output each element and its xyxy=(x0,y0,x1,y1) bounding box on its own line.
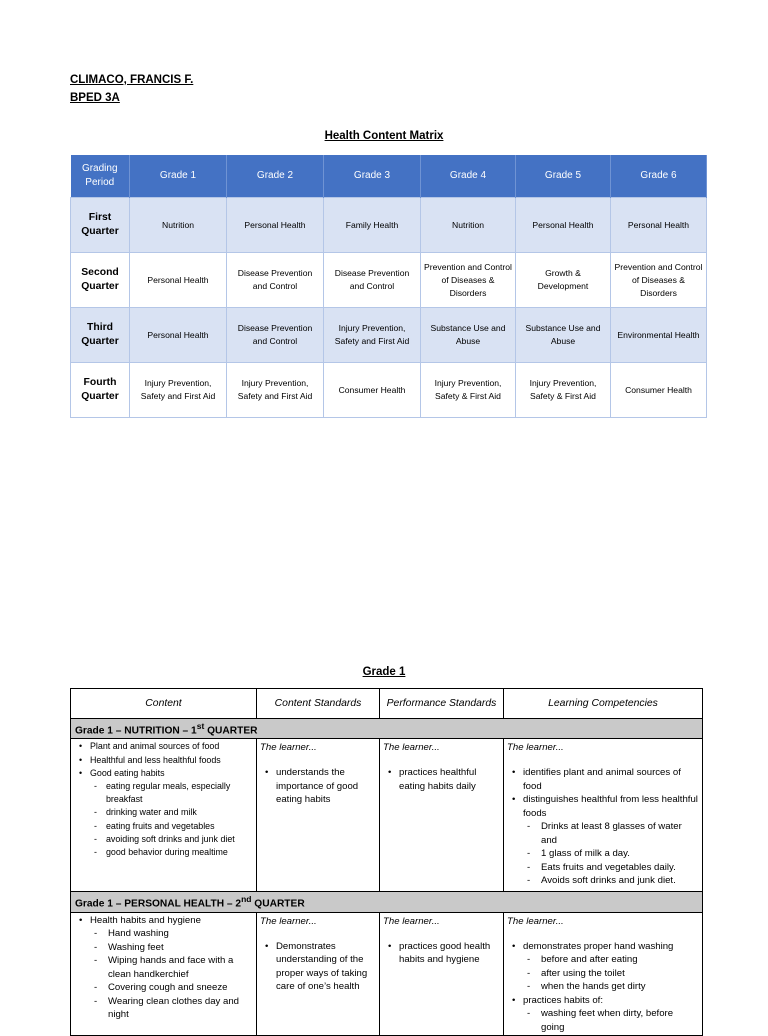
author-block xyxy=(70,71,193,107)
matrix-period: Fourth Quarter xyxy=(71,363,130,418)
author-section: BPED 3A xyxy=(70,92,120,104)
grade1-title: Grade 1 xyxy=(362,666,406,678)
learner-label: The learner... xyxy=(260,915,317,927)
grade1-table xyxy=(70,688,703,1036)
matrix-cell: Injury Prevention, Safety & First Aid xyxy=(516,363,611,418)
list-item: • Demonstrates understanding of the proper ways of taking care of one’s health xyxy=(260,940,376,994)
matrix-row xyxy=(71,198,707,253)
matrix-cell: Injury Prevention, Safety and First Aid xyxy=(130,363,227,418)
matrix-cell: Injury Prevention, Safety & First Aid xyxy=(421,363,516,418)
matrix-header: Grade 4 xyxy=(421,155,516,198)
list-item: - Washing feet xyxy=(74,941,253,955)
matrix-header: Grade 5 xyxy=(516,155,611,198)
section-heading-row xyxy=(71,892,703,912)
list-item: • Plant and animal sources of food xyxy=(74,740,253,753)
list-item: - after using the toilet xyxy=(507,967,699,981)
section-heading-suffix: QUARTER xyxy=(204,725,258,737)
list-item: • Healthful and less healthful foods xyxy=(74,754,253,767)
standards-cell xyxy=(257,912,380,1036)
matrix-cell: Family Health xyxy=(324,198,421,253)
matrix-period: First Quarter xyxy=(71,198,130,253)
matrix-cell: Growth & Development xyxy=(516,253,611,308)
section-heading-text: Grade 1 – PERSONAL HEALTH – 2 xyxy=(75,898,242,910)
list-item: • practices habits of: xyxy=(507,994,699,1008)
list-item: - Covering cough and sneeze xyxy=(74,981,253,995)
content-list xyxy=(74,740,253,859)
list-item: - drinking water and milk xyxy=(74,806,253,819)
list-item: • demonstrates proper hand washing xyxy=(507,940,699,954)
matrix-cell: Nutrition xyxy=(421,198,516,253)
list-item: • Health habits and hygiene xyxy=(74,914,253,928)
list-item: • identifies plant and animal sources of food xyxy=(507,766,699,793)
matrix-cell: Personal Health xyxy=(130,253,227,308)
matrix-cell: Substance Use and Abuse xyxy=(421,308,516,363)
matrix-cell: Prevention and Control of Diseases & Disorders xyxy=(611,253,707,308)
section-heading xyxy=(71,719,703,739)
grade1-header: Content xyxy=(71,689,257,719)
matrix-period: Second Quarter xyxy=(71,253,130,308)
list-item: • Good eating habits xyxy=(74,767,253,780)
matrix-cell: Personal Health xyxy=(516,198,611,253)
learner-label: The learner... xyxy=(507,915,564,927)
section-heading-sup: nd xyxy=(241,894,252,905)
section-heading-suffix: QUARTER xyxy=(251,898,305,910)
matrix-header: Grade 6 xyxy=(611,155,707,198)
content-list xyxy=(74,914,253,1022)
list-item: - when the hands get dirty xyxy=(507,980,699,994)
grade1-header-row xyxy=(71,689,703,719)
list-item: - Avoids soft drinks and junk diet. xyxy=(507,874,699,888)
list-item: - Wiping hands and face with a clean handkerchief xyxy=(74,954,253,981)
section-heading-sup: st xyxy=(196,721,205,731)
matrix-cell: Disease Prevention and Control xyxy=(227,253,324,308)
matrix-cell: Consumer Health xyxy=(324,363,421,418)
list-item: - 1 glass of milk a day. xyxy=(507,847,699,861)
section-heading-row xyxy=(71,719,703,739)
performance-cell xyxy=(380,912,504,1036)
matrix-cell: Injury Prevention, Safety and First Aid xyxy=(324,308,421,363)
list-item: - Wearing clean clothes day and night xyxy=(74,995,253,1022)
list-item: • understands the importance of good eating habits xyxy=(260,766,376,807)
matrix-cell: Substance Use and Abuse xyxy=(516,308,611,363)
competencies-cell xyxy=(504,739,703,892)
table-row xyxy=(71,739,703,892)
matrix-cell: Environmental Health xyxy=(611,308,707,363)
matrix-header: Grade 1 xyxy=(130,155,227,198)
learner-label: The learner... xyxy=(507,742,564,754)
list-item: • distinguishes healthful from less healthful foods xyxy=(507,793,699,820)
list-item: - eating fruits and vegetables xyxy=(74,820,253,833)
matrix-period: Third Quarter xyxy=(71,308,130,363)
content-cell xyxy=(71,912,257,1036)
matrix-cell: Personal Health xyxy=(227,198,324,253)
list-item: - eating regular meals, especially breakfast xyxy=(74,780,253,806)
section-heading-text: Grade 1 – NUTRITION – 1 xyxy=(75,725,197,737)
matrix-cell: Personal Health xyxy=(130,308,227,363)
list-item: - good behavior during mealtime xyxy=(74,846,253,859)
matrix-title: Health Content Matrix xyxy=(324,130,444,142)
matrix-row xyxy=(71,308,707,363)
list-item: - before and after eating xyxy=(507,953,699,967)
author-name: CLIMACO, FRANCIS F. xyxy=(70,74,194,86)
grade1-header: Content Standards xyxy=(257,689,380,719)
content-cell xyxy=(71,739,257,892)
list-item: • practices healthful eating habits daily xyxy=(383,766,500,793)
list-item: - washing feet when dirty, before going xyxy=(507,1007,699,1034)
learner-label: The learner... xyxy=(260,742,317,754)
matrix-cell: Personal Health xyxy=(611,198,707,253)
matrix-cell: Consumer Health xyxy=(611,363,707,418)
grade1-header: Learning Competencies xyxy=(504,689,703,719)
list-item: - Hand washing xyxy=(74,927,253,941)
list-item: - Drinks at least 8 glasses of water and xyxy=(507,820,699,847)
matrix-row xyxy=(71,253,707,308)
list-item: - avoiding soft drinks and junk diet xyxy=(74,833,253,846)
list-item: - Eats fruits and vegetables daily. xyxy=(507,861,699,875)
learner-label: The learner... xyxy=(383,742,440,754)
competencies-list xyxy=(507,766,699,888)
competencies-list xyxy=(507,940,699,1035)
matrix-header: Grading Period xyxy=(71,155,130,198)
matrix-cell: Injury Prevention, Safety and First Aid xyxy=(227,363,324,418)
section-heading xyxy=(71,892,703,912)
matrix-header-row xyxy=(71,155,707,198)
competencies-cell xyxy=(504,912,703,1036)
matrix-cell: Disease Prevention and Control xyxy=(324,253,421,308)
grade1-header: Performance Standards xyxy=(380,689,504,719)
learner-label: The learner... xyxy=(383,915,440,927)
performance-cell xyxy=(380,739,504,892)
matrix-cell: Disease Prevention and Control xyxy=(227,308,324,363)
matrix-cell: Prevention and Control of Diseases & Disorders xyxy=(421,253,516,308)
matrix-row xyxy=(71,363,707,418)
table-row xyxy=(71,912,703,1036)
health-content-matrix xyxy=(70,155,707,418)
matrix-header: Grade 2 xyxy=(227,155,324,198)
matrix-cell: Nutrition xyxy=(130,198,227,253)
matrix-header: Grade 3 xyxy=(324,155,421,198)
standards-cell xyxy=(257,739,380,892)
list-item: • practices good health habits and hygiene xyxy=(383,940,500,967)
